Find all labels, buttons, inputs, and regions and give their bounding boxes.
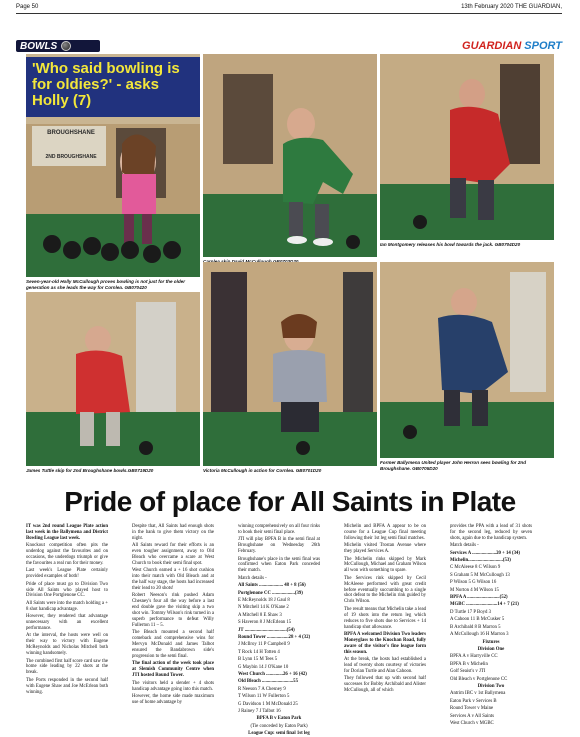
result-line: B Lynn 15 M Tees 5 <box>238 657 278 663</box>
result-line: All Saints .................... 48 + 8 (56) <box>238 583 306 589</box>
caption-holly: Seven-year-old Holly McCullough proves bowling is not just for the older generation as she leads the way for Cornlea. GB070420 <box>26 279 186 290</box>
result-line: MGBC ..........................14 + 7 (21) <box>450 602 519 608</box>
article-paragraph: They followed that up with second half successes for Bobby Archibald and Alister McCullough, all of which <box>344 676 426 694</box>
result-line: J McIlroy 11 P Campbell 9 <box>238 642 290 648</box>
result-line: BPFA A ...........................(52) <box>450 595 508 601</box>
result-line: Portglenone CC ...................(39) <box>238 590 303 596</box>
article-paragraph: At the break, the hosts had established a lead of twenty shots courtesy of victories for Dorian Turtle and Alan Cahoon. <box>344 657 426 674</box>
article-paragraph: The final action of the week took place at Slemish Community Centre when JTI hosted Round Tower. <box>132 661 214 679</box>
caption-james: James Tuttle skip for 2nd Broughshane bowls.GB0719D20 <box>26 468 154 473</box>
result-line: (Tie conceded by Eaton Park) <box>250 723 308 729</box>
result-line: Fixtures <box>482 639 500 645</box>
article-paragraph: Match details - <box>238 575 267 581</box>
article-paragraph: The Bleach mounted a second half comeback and comprehensive wins for Mervyn McDonald and James Talbot ensured the Bandabrown side's progression to the semi final. <box>132 630 214 660</box>
result-line: C McAleese 8 C Wilson 9 <box>450 565 501 571</box>
article-paragraph: The Ports responded in the second half with Eugene Shaw and Joe McErlean both winning. <box>26 677 108 695</box>
result-line: M Norton 4 M Wilson 15 <box>450 587 499 593</box>
article-paragraph: Last week's League Plate certainly provided examples of both! <box>26 568 108 580</box>
photo-john-herron <box>380 262 554 458</box>
result-line: Round Tower ..................28 + 4 (32) <box>238 635 311 640</box>
article-paragraph: The combined first half score card saw the home side leading by 22 shots at the break. <box>26 658 108 676</box>
result-line: West Church ..............26 + 16 (42) <box>238 672 307 678</box>
article-paragraph: IT was 2nd round League Plate action last week in the Ballymena and District Bowling League last week. <box>26 524 108 541</box>
article-paragraph: Knockout competition often pits the underdog against the favourites and on occasions, the underdogs triumph or give the favourites a real run for their money. <box>26 543 108 566</box>
article-paragraph: Match details - <box>450 543 479 549</box>
result-line: Eaton Park v Services B <box>450 698 497 704</box>
article-paragraph: Michelin visited Trostan Avenue where they played Services A. <box>344 543 426 555</box>
article-paragraph: JTI will play BPFA B in the semi final at Broughshane on Wednesday 26th February. <box>238 537 320 555</box>
article-paragraph: BPFA A welcomed Division Two leaders Moneyglass to the Knochan Road, fully aware of the visitor's fine league form this season. <box>344 631 426 655</box>
headline: Pride of place for All Saints in Plate <box>64 486 516 517</box>
photo-ian-montgomery <box>380 54 554 240</box>
result-line: BPFA B v Michelin <box>450 661 488 667</box>
result-line: B Archibald 8 B Marron 5 <box>450 624 501 630</box>
article-paragraph: Robert Neeson's rink pushed Adam Chesney's four all the way before a last end double gave the visiting skip a two shot win. Tommy Wilson's rink turned in a superb performance to defeat Willy Fullerton 11 – 5. <box>132 593 214 628</box>
article-paragraph: Pride of place must go to Division Two side All Saints who played host to Division One Portglenone CC. <box>26 581 108 599</box>
article-paragraph: The Services rink skipped by Cecil McAleese performed with great credit before eventually succumbing to a single shot defeat to the Michelin rink guided by Chris Wilson. <box>344 575 426 605</box>
result-line: S Haveron 8 J McErlean 15 <box>238 620 292 626</box>
result-line: P Wilson 5 G Wilson 16 <box>450 580 497 586</box>
result-line: BPFA A v Harryville CC <box>450 654 498 660</box>
result-line: Division Two <box>477 683 505 689</box>
result-line: T Wilson 11 W Fullerton 5 <box>238 694 290 700</box>
brand-sport: SPORT <box>524 40 562 52</box>
result-line: J Rainey 7 J Talbot 16 <box>238 709 281 715</box>
article-paragraph: winning comprehensively on all four rinks to book their semi final place. <box>238 524 320 535</box>
article-paragraph: Broughshane's place in the semi final was confirmed when Eaton Park conceded their match. <box>238 556 320 574</box>
article-paragraph: Michelin and BPFA A appear to be on course for a League Cup final meeting following their 1st leg semi final matches. <box>344 524 426 541</box>
article-paragraph: The Michelin rinks skipped by Mark McCullough, Michael and Graham Wilson all won with something to spare. <box>344 556 426 574</box>
article-paragraph: At the interval, the hosts were well on their way to victory with Eugene McReynolds and Nicholas Mitchell both winning handsomely. <box>26 633 108 657</box>
photo-james-tuttle <box>26 292 200 466</box>
result-line: G Maybin 14 J O'Kane 10 <box>238 664 289 670</box>
section-badge-label: BOWLS <box>20 40 58 52</box>
result-line: Old Bleach v Portglenone CC <box>450 676 508 682</box>
result-line: Michelin.............................(53) <box>450 558 511 564</box>
pull-quote: 'Who said bowling is for oldies?' - asks Holly (7) <box>26 57 200 117</box>
article-column-4 <box>344 524 426 730</box>
result-line: G Davidson 1 M McDonald 25 <box>238 701 298 707</box>
result-line: S Graham 5 M McCullough 13 <box>450 572 510 578</box>
result-line: Services A ....................20 + 14 (34) <box>450 550 521 556</box>
article-paragraph: The result means that Michelin take a lead of 19 shots into the return leg which reduces to five shots due to Services + 14 handicap shot allowance. <box>344 606 426 630</box>
result-line: R Neeson 7 A Chesney 9 <box>238 686 286 692</box>
section-badge-bowls <box>16 40 100 52</box>
guardian-sport-brand <box>462 40 562 52</box>
page-number: Page 50 <box>16 4 39 10</box>
article-paragraph: All Saints reward for their efforts is an even tougher assignment, away to Old Bleach who overcame a scare at West Church to book their semi final spot. <box>132 543 214 566</box>
result-line: A Mitchell 8 E Shaw 3 <box>238 612 282 618</box>
article-column-2 <box>132 524 214 730</box>
result-line: Services A v All Saints <box>450 713 494 719</box>
result-line: JT ...................................(54) <box>238 627 295 633</box>
result-line: N Mitchell 14 K O'Kane 2 <box>238 605 289 611</box>
result-line: Old Bleach ..........................55 <box>238 679 298 685</box>
result-line: League Cup: semi final 1st leg <box>248 731 310 737</box>
result-line: Antrim IBC v 1st Ballymena <box>450 691 506 697</box>
result-line: Round Tower v Maine <box>450 706 494 712</box>
article-paragraph: provides the PPA with a lead of 31 shots for the second leg, reduced by seven shots, again due to the handicap system. <box>450 524 532 541</box>
result-line: A Cahoon 11 B McCusker 5 <box>450 617 505 623</box>
article-column-3 <box>238 524 320 737</box>
result-line: Golf Seaist's v JTI <box>450 669 486 675</box>
result-line: West Church v MGBC <box>450 720 494 726</box>
bowling-ball-icon <box>61 41 71 51</box>
photo-carnlea-skip <box>203 54 377 257</box>
result-line: BPFA B v Eaton Park <box>256 716 302 722</box>
caption-ian: Ian Montgomery releases his bowl towards the jack. GB0704D20 <box>380 242 521 247</box>
article-paragraph: All Saints were into the match holding a + 8 shot handicap advantage. <box>26 600 108 612</box>
photo-victoria <box>203 262 377 466</box>
header-rule <box>16 13 562 14</box>
article-column-1 <box>26 524 108 730</box>
article-paragraph: Despite that, All Saints had enough shots in the bank to give them victory on the night. <box>132 524 214 541</box>
result-line: E McReynolds 18 J Gaul 8 <box>238 597 290 603</box>
result-line: D Turtle 17 P Boyd 3 <box>450 609 492 615</box>
sign-banner: BROUGHSHANE <box>47 130 95 136</box>
issue-date: 13th February 2020 THE GUARDIAN, <box>461 4 562 10</box>
result-line: Division One <box>477 646 505 652</box>
article-paragraph: However, the home side made maximum use of home advantage by <box>132 693 214 705</box>
result-line: T Rock 14 H Totten 4 <box>238 649 280 655</box>
caption-victoria: Victoria McCullough in action for Cornlea. GB0701D20 <box>203 468 322 473</box>
article-paragraph: The visitors held a slender + 4 shots handicap advantage going into this match. <box>132 680 214 692</box>
brand-main: GUARDIAN <box>462 40 522 52</box>
sign-line: 2ND BROUGHSHANE <box>45 154 97 160</box>
article-paragraph: West Church earned a + 16 shot cushion into their match with Old Bleach and at the half way stage, the hosts had increased their lead to 20 shots! <box>132 568 214 592</box>
caption-former-player: Former Ballymena United player John Herron sees bowling for 2nd Broughshane. GB0705D20 <box>380 460 527 471</box>
article-column-5 <box>450 524 532 730</box>
article-paragraph: However, they rendered that advantage unnecessary with an excellent performance. <box>26 614 108 631</box>
result-line: A McCullough 16 H Marron 3 <box>450 632 509 638</box>
